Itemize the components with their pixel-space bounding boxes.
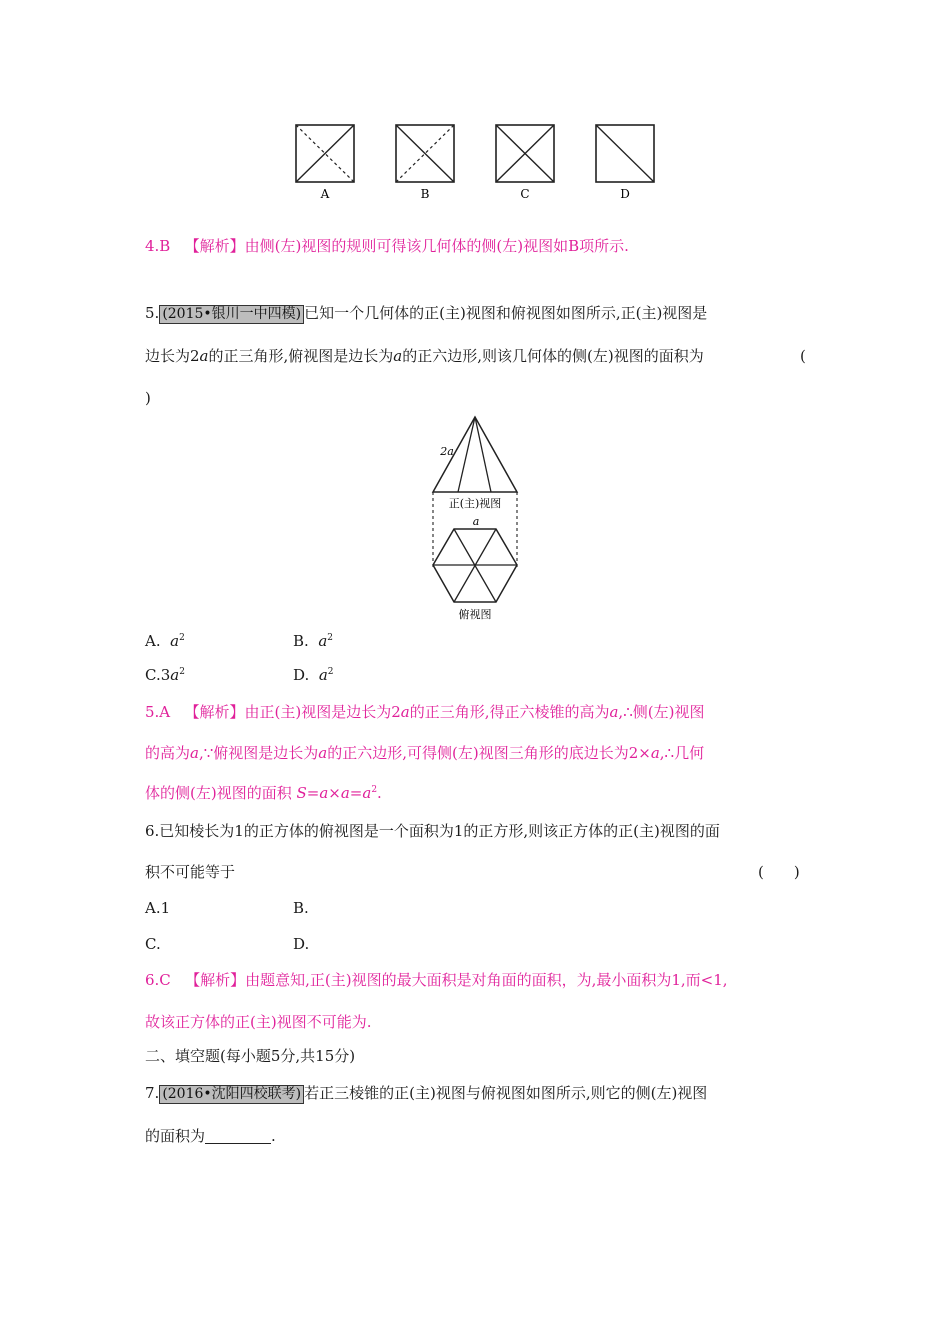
q5-var-a: a bbox=[199, 347, 209, 365]
q5-option-d-sup: 2 bbox=[327, 667, 334, 677]
q5-option-b-var: a bbox=[318, 632, 328, 650]
q7-line-1 bbox=[145, 1083, 707, 1104]
q5-option-a[interactable] bbox=[145, 631, 185, 651]
q6-line-1: 6.已知棱长为1的正方体的俯视图是一个面积为1的正方形,则该正方体的正(主)视图的面 bbox=[145, 822, 720, 840]
edge-length-label: 2a bbox=[440, 445, 454, 458]
q5-answer-l3a: 体的侧(左)视图的面积 bbox=[145, 784, 292, 802]
q6-answer-l1: 由题意知,正(主)视图的最大面积是对角面的面积，为,最小面积为1,而<1, bbox=[245, 971, 728, 989]
q4-answer-num: 4.B bbox=[145, 237, 171, 255]
q5-line-1 bbox=[145, 303, 707, 324]
q5-answer-l1b: a bbox=[400, 703, 410, 721]
q6-line-2: 积不可能等于 bbox=[145, 863, 236, 881]
hex-side-label: a bbox=[472, 515, 480, 528]
q5-answer-l1e: ,∴侧(左)视图 bbox=[618, 703, 705, 721]
q6-option-a-label: A. bbox=[145, 899, 161, 917]
section-2-title: 二、填空题(每小题5分,共15分) bbox=[145, 1047, 356, 1065]
q5-line2-e: 的正六边形,则该几何体的侧(左)视图的面积为 bbox=[402, 347, 704, 365]
q5-line-2 bbox=[145, 346, 704, 366]
q6-option-a[interactable] bbox=[145, 898, 170, 918]
q5-option-b-label: B. bbox=[293, 632, 309, 650]
q5-answer-l2f: a bbox=[650, 744, 660, 762]
q6-answer-num: 6.C bbox=[145, 971, 171, 989]
q5-line2-c: 的正三角形,俯视图是边长为 bbox=[208, 347, 394, 365]
option-c-square bbox=[496, 125, 554, 182]
q5-option-a-sup: 2 bbox=[179, 633, 185, 643]
q5-option-b-sup: 2 bbox=[327, 633, 334, 643]
q5-answer-line-1 bbox=[145, 702, 704, 722]
q5-answer-l3b: S=a×a=a bbox=[296, 784, 372, 802]
q5-answer-l3c: . bbox=[377, 784, 382, 802]
top-view-label: 俯视图 bbox=[458, 608, 492, 621]
q4-answer bbox=[145, 236, 629, 256]
q7-line1-text: 若正三棱锥的正(主)视图与俯视图如图所示,则它的侧(左)视图 bbox=[304, 1084, 708, 1102]
q6-answer-line-1 bbox=[145, 970, 728, 990]
q5-answer-l2d: a bbox=[318, 744, 328, 762]
q6-option-d-label: D. bbox=[293, 935, 310, 953]
q6-option-c-label: C. bbox=[145, 935, 161, 953]
q5-figure bbox=[415, 415, 535, 625]
q6-answer-line-2: 故该正方体的正(主)视图不可能为. bbox=[145, 1013, 372, 1031]
option-b-square bbox=[396, 125, 454, 182]
q5-option-a-var: a bbox=[170, 632, 180, 650]
q5-option-a-label: A. bbox=[145, 632, 161, 650]
q7-line2-end: . bbox=[271, 1127, 276, 1145]
q5-option-c-label: C. bbox=[145, 666, 161, 684]
option-d-label: D bbox=[620, 187, 630, 201]
q6-option-b[interactable] bbox=[293, 898, 309, 918]
q5-option-d[interactable] bbox=[293, 665, 334, 685]
option-d-square bbox=[596, 125, 654, 182]
q5-answer-l2a: 的高为 bbox=[145, 744, 191, 762]
option-b-label: B bbox=[420, 187, 430, 201]
q5-answer-l1c: 的正三角形,得正六棱锥的高为 bbox=[409, 703, 610, 721]
q7-answer-blank[interactable] bbox=[205, 1128, 271, 1144]
q5-paren-close: ) bbox=[145, 389, 151, 407]
q6-option-b-label: B. bbox=[293, 899, 309, 917]
q6-option-c[interactable] bbox=[145, 934, 161, 954]
q5-option-d-label: D. bbox=[293, 666, 310, 684]
q6-answer-paren: ( ) bbox=[758, 863, 800, 881]
q5-var-a-2: a bbox=[393, 347, 403, 365]
q5-option-d-var: a bbox=[318, 666, 328, 684]
q5-answer-l2b: a bbox=[190, 744, 199, 762]
q5-option-c-var: a bbox=[170, 666, 180, 684]
q5-line1-text: 已知一个几何体的正(主)视图和俯视图如图所示,正(主)视图是 bbox=[304, 304, 708, 322]
q4-answer-tag: 【解析】 bbox=[184, 237, 245, 255]
q4-answer-text: 由侧(左)视图的规则可得该几何体的侧(左)视图如B项所示. bbox=[244, 237, 629, 255]
q5-line2-a: 边长为2 bbox=[145, 347, 200, 365]
q6-answer-tag: 【解析】 bbox=[185, 971, 246, 989]
q5-num: 5. bbox=[145, 304, 160, 322]
q7-num: 7. bbox=[145, 1084, 160, 1102]
q7-source-tag: (2016•沈阳四校联考) bbox=[159, 1085, 304, 1104]
q5-option-c-sup: 2 bbox=[179, 667, 185, 677]
q5-answer-tag: 【解析】 bbox=[184, 703, 245, 721]
option-a-label: A bbox=[320, 187, 330, 201]
q6-option-d[interactable] bbox=[293, 934, 309, 954]
q5-answer-line-3 bbox=[145, 783, 382, 803]
q3-option-figures bbox=[285, 115, 665, 210]
q5-answer-l1d: a bbox=[609, 703, 619, 721]
option-c-label: C bbox=[520, 187, 530, 201]
q5-option-c-pre: 3 bbox=[160, 666, 171, 684]
q5-answer-l2e: 的正六边形,可得侧(左)视图三角形的底边长为2× bbox=[327, 744, 651, 762]
q5-option-c[interactable] bbox=[145, 665, 185, 685]
top-view-hexagon bbox=[433, 529, 517, 602]
q6-option-a-value: 1 bbox=[160, 899, 171, 917]
q5-answer-l2c: ,∵俯视图是边长为 bbox=[198, 744, 319, 762]
q5-option-b[interactable] bbox=[293, 631, 333, 651]
option-a-square bbox=[296, 125, 354, 182]
front-view-label: 正(主)视图 bbox=[448, 497, 502, 510]
q5-paren-open: ( bbox=[800, 347, 806, 365]
q7-line2-text: 的面积为 bbox=[145, 1127, 206, 1145]
q5-source-tag: (2015•银川一中四模) bbox=[159, 305, 304, 324]
q5-answer-l3-sup: 2 bbox=[371, 785, 378, 795]
q5-answer-l2g: ,∴几何 bbox=[659, 744, 705, 762]
q5-answer-num: 5.A bbox=[145, 703, 171, 721]
q5-answer-l1a: 由正(主)视图是边长为2 bbox=[244, 703, 401, 721]
q7-line-2 bbox=[145, 1126, 276, 1146]
q5-answer-line-2 bbox=[145, 743, 704, 763]
